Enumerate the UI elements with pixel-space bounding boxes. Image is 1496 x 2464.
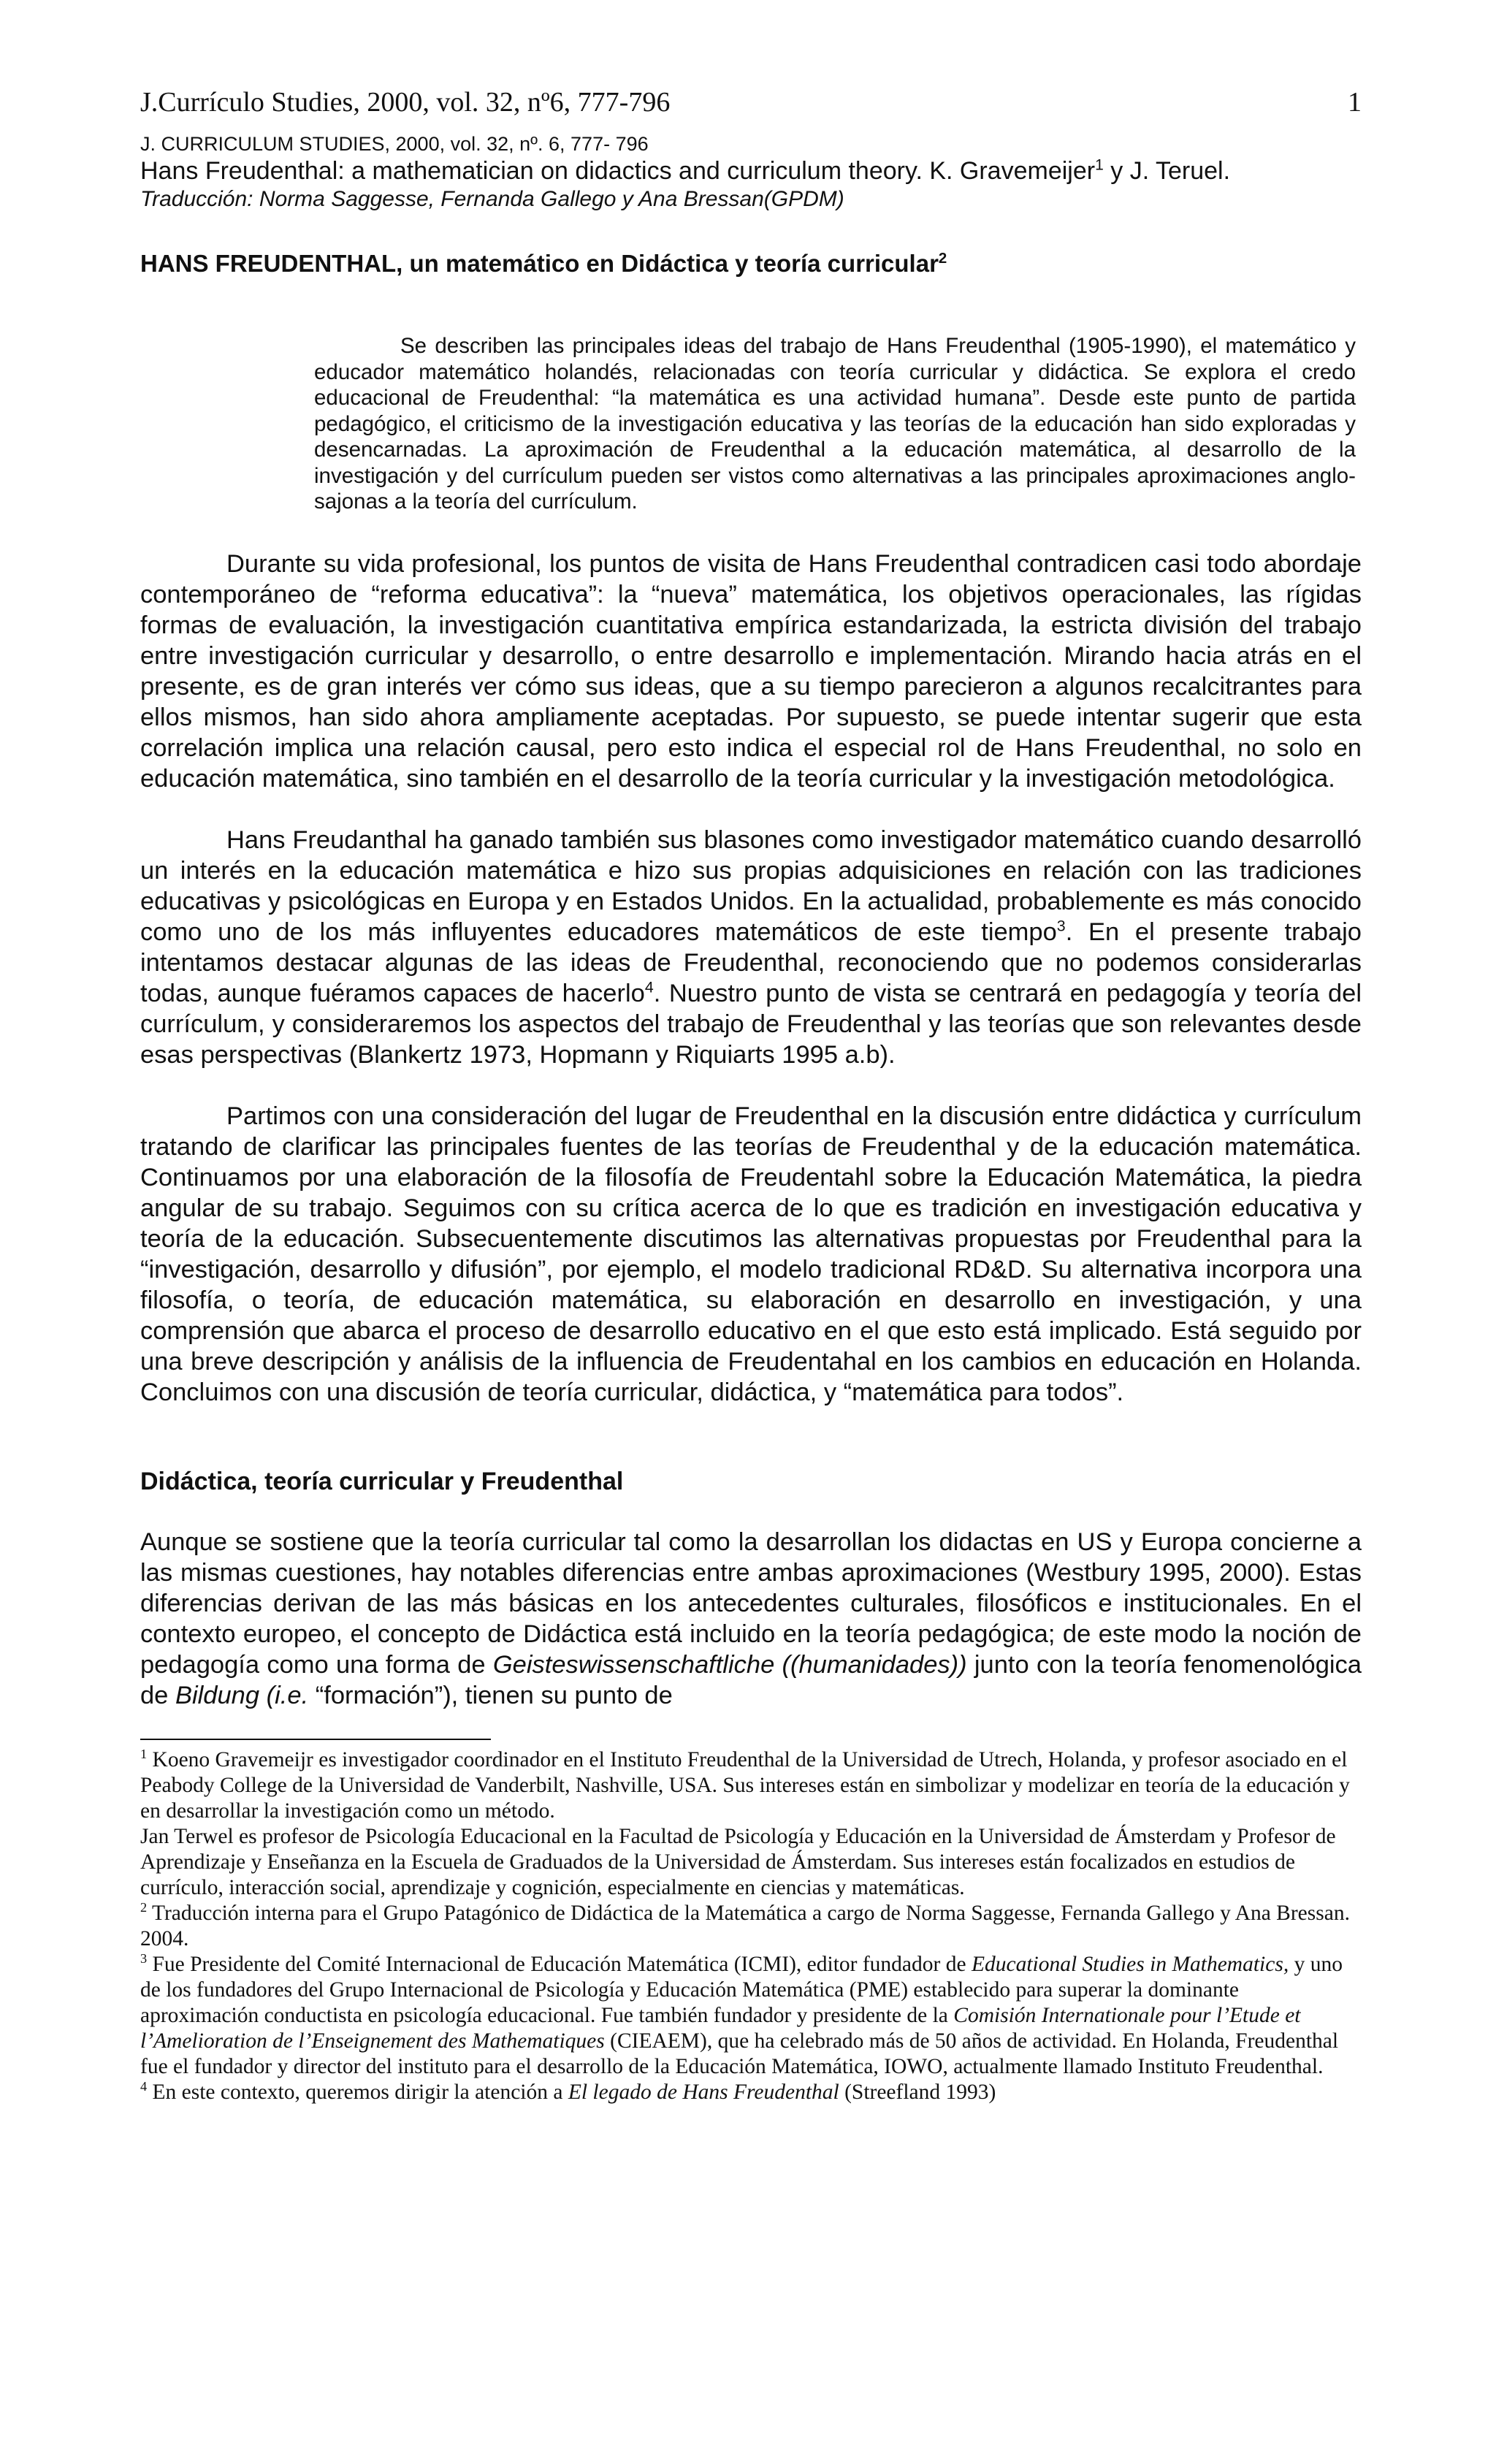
page-title bbox=[140, 250, 1362, 278]
journal-citation: J. CURRICULUM STUDIES, 2000, vol. 32, nº. 6, 777- 796 bbox=[140, 133, 649, 155]
footnote-3 bbox=[140, 1952, 1362, 2080]
paragraph-4-part-c: “formación”), tienen su punto de bbox=[308, 1681, 673, 1709]
footnote-4 bbox=[140, 2080, 1362, 2105]
paragraph-4-part-a: Aunque se sostiene que la teoría curricular tal como la desarrollan los didactas en US y Europa concierne a las mismas cuestiones, hay notables diferencias entre ambas aproximaciones (Westbury 1995, 2000). Estas diferencias derivan de las más básicas en los antecedentes culturales, filosóficos e institucionales. En el contexto europeo, el concepto de Didáctica está incluido en la teoría pedagógica; de este modo la noción de pedagogía como una forma de bbox=[140, 1527, 1362, 1679]
footnote-4-italic: El legado de Hans Freudenthal bbox=[568, 2080, 839, 2104]
original-title-text: Hans Freudenthal: a mathematician on didactics and curriculum theory. K. Gravemeijer bbox=[140, 157, 1096, 185]
footnote-3-italic-2: Comisión Internationale pour l’Etude et l’Amelioration de l’Enseignement des Mathematiques bbox=[140, 2003, 1301, 2053]
footnote-ref-1: 1 bbox=[1095, 156, 1104, 174]
abstract bbox=[314, 333, 1356, 515]
section-heading: Didáctica, teoría curricular y Freudenthal bbox=[140, 1467, 624, 1495]
footnote-4-part-b: (Streefland 1993) bbox=[839, 2080, 996, 2104]
footnote-3-part-c: (CIEAEM), que ha celebrado más de 50 años de actividad. En Holanda, Freudenthal fue el fundador y director del instituto para el desarrollo de la Educación Matemática, IOWO, actualmente llamado Instituto Freudenthal. bbox=[140, 2029, 1339, 2078]
footnote-4-part-a: En este contexto, queremos dirigir la atención a bbox=[147, 2080, 568, 2104]
footnote-1-continued: Jan Terwel es profesor de Psicología Educacional en la Facultad de Psicología y Educación en la Universidad de Ámsterdam y Profesor de Aprendizaje y Enseñanza en la Escuela de Graduados de la Universidad de Ámsterdam. Sus intereses están focalizados en estudios de currículo, interacción social, aprendizaje y cognición, especialmente en ciencias y matemáticas. bbox=[140, 1824, 1336, 1899]
original-title bbox=[140, 157, 1362, 186]
running-title: J.Currículo Studies, 2000, vol. 32, nº6, 777-796 bbox=[140, 87, 671, 118]
footnote-2-text: Traducción interna para el Grupo Patagónico de Didáctica de la Matemática a cargo de Norma Saggesse, Fernanda Gallego y Ana Bressan. 2004. bbox=[140, 1901, 1350, 1950]
document-page bbox=[140, 86, 1362, 2105]
footnote-2 bbox=[140, 1901, 1362, 1952]
footnote-divider bbox=[140, 1739, 491, 1740]
footnote-1-text: Koeno Gravemeijr es investigador coordinador en el Instituto Freudenthal de la Universidad de Utrech, Holanda, y profesor asociado en el Peabody College de la Universidad de Vanderbilt, Nashville, USA. Sus intereses están en simbolizar y modelizar en teoría de la educación y en desarrollar la investigación como un método. bbox=[140, 1747, 1350, 1823]
paragraph-2 bbox=[140, 825, 1362, 1070]
footnote-3-italic-1: Educational Studies in Mathematics, bbox=[971, 1952, 1289, 1976]
paragraph-4-part-b: junto con la teoría fenomenológica de bbox=[140, 1650, 1362, 1709]
abstract-text: Se describen las principales ideas del trabajo de Hans Freudenthal (1905-1990), el matemático y educador matemático holandés, relacionadas con teoría curricular y didáctica. Se explora el credo educacional de Freudenthal: “la matemática es una actividad humana”. Desde este punto de partida pedagógico, el criticismo de la investigación educativa y las teorías de la educación han sido exploradas y desencarnadas. La aproximación de Freudenthal a la educación matemática, al desarrollo de la investigación y del currículum pueden ser vistos como alternativas a las principales aproximaciones anglo-sajonas a la teoría del currículum. bbox=[314, 334, 1356, 514]
paragraph-2-part-c: . Nuestro punto de vista se centrará en pedagogía y teoría del currículum, y consideraremos los aspectos del trabajo de Freudenthal y las teorías que son relevantes desde esas perspectivas (Blankertz 1973, Hopmann y Riquiarts 1995 a.b). bbox=[140, 979, 1362, 1069]
paragraph-2-part-a: Hans Freudanthal ha ganado también sus blasones como investigador matemático cuando desarrolló un interés en la educación matemática e hizo sus propias adquisiciones en relación con las tradiciones educativas y psicológicas en Europa y en Estados Unidos. En la actualidad, probablemente es más conocido como uno de los más influyentes educadores matemáticos de este tiempo bbox=[140, 825, 1362, 946]
paragraph-4-italic-2: Bildung (i.e. bbox=[175, 1681, 309, 1709]
footnote-2-number: 2 bbox=[140, 1899, 148, 1915]
footnote-ref-3: 3 bbox=[1056, 917, 1066, 934]
page-title-text: HANS FREUDENTHAL, un matemático en Didáctica y teoría curricular bbox=[140, 250, 939, 277]
footnote-4-number: 4 bbox=[140, 2078, 148, 2094]
original-title-authors: y J. Teruel. bbox=[1103, 157, 1231, 185]
footnotes bbox=[140, 1747, 1362, 2105]
paragraph-1: Durante su vida profesional, los puntos de visita de Hans Freudenthal contradicen casi todo abordaje contemporáneo de “reforma educativa”: la “nueva” matemática, los objetivos operacionales, las rígidas formas de evaluación, la investigación cuantitativa empírica estandarizada, la estricta división del trabajo entre investigación curricular y desarrollo, o entre desarrollo e implementación. Mirando hacia atrás en el presente, es de gran interés ver cómo sus ideas, que a su tiempo parecieron a algunos recalcitrantes para ellos mismos, han sido ahora ampliamente aceptadas. Por supuesto, se puede intentar sugerir que esta correlación implica una relación causal, pero esto indica el especial rol de Hans Freudenthal, no solo en educación matemática, sino también en el desarrollo de la teoría curricular y la investigación metodológica. bbox=[140, 549, 1362, 793]
paragraph-4 bbox=[140, 1527, 1362, 1711]
paragraph-4-italic-1: Geisteswissenschaftliche ((humanidades)) bbox=[492, 1650, 967, 1679]
running-header bbox=[140, 86, 1362, 123]
paragraph-3: Partimos con una consideración del lugar de Freudenthal en la discusión entre didáctica y currículum tratando de clarificar las principales fuentes de las teorías de Freudenthal y de la educación matemática. Continuamos por una elaboración de la filosofía de Freudentahl sobre la Educación Matemática, la piedra angular de su trabajo. Seguimos con su crítica acerca de lo que es tradición en investigación educativa y teoría de la educación. Subsecuentemente discutimos las alternativas propuestas por Freudenthal para la “investigación, desarrollo y difusión”, por ejemplo, el modelo tradicional RD&D. Su alternativa incorpora una filosofía, o teoría, de educación matemática, su elaboración en desarrollo en investigación, y una comprensión que abarca el proceso de desarrollo educativo en el que esto está implicado. Está seguido por una breve descripción y análisis de la influencia de Freudentahal en los cambios en educación en Holanda. Concluimos con una discusión de teoría curricular, didáctica, y “matemática para todos”. bbox=[140, 1102, 1362, 1406]
footnote-ref-4: 4 bbox=[644, 978, 654, 996]
footnote-3-part-b: y uno de los fundadores del Grupo Internacional de Psicología y Educación Matemática (PME) establecido para superar la dominante aproximación conductista en psicología educacional. Fue también fundador y presidente de la bbox=[140, 1952, 1343, 2027]
footnote-3-number: 3 bbox=[140, 1950, 148, 1966]
footnote-1-number: 1 bbox=[140, 1746, 148, 1761]
footnote-3-part-a: Fue Presidente del Comité Internacional de Educación Matemática (ICMI), editor fundador de bbox=[147, 1952, 972, 1976]
page-number: 1 bbox=[1348, 87, 1362, 118]
footnote-ref-2: 2 bbox=[938, 250, 947, 267]
footnote-1 bbox=[140, 1747, 1362, 1824]
translation-credit: Traducción: Norma Saggesse, Fernanda Gallego y Ana Bressan(GPDM) bbox=[140, 187, 844, 211]
paragraph-2-part-b: . En el presente trabajo intentamos destacar algunas de las ideas de Freudenthal, reconociendo que no podemos considerarlas todas, aunque fuéramos capaces de hacerlo bbox=[140, 918, 1362, 1007]
